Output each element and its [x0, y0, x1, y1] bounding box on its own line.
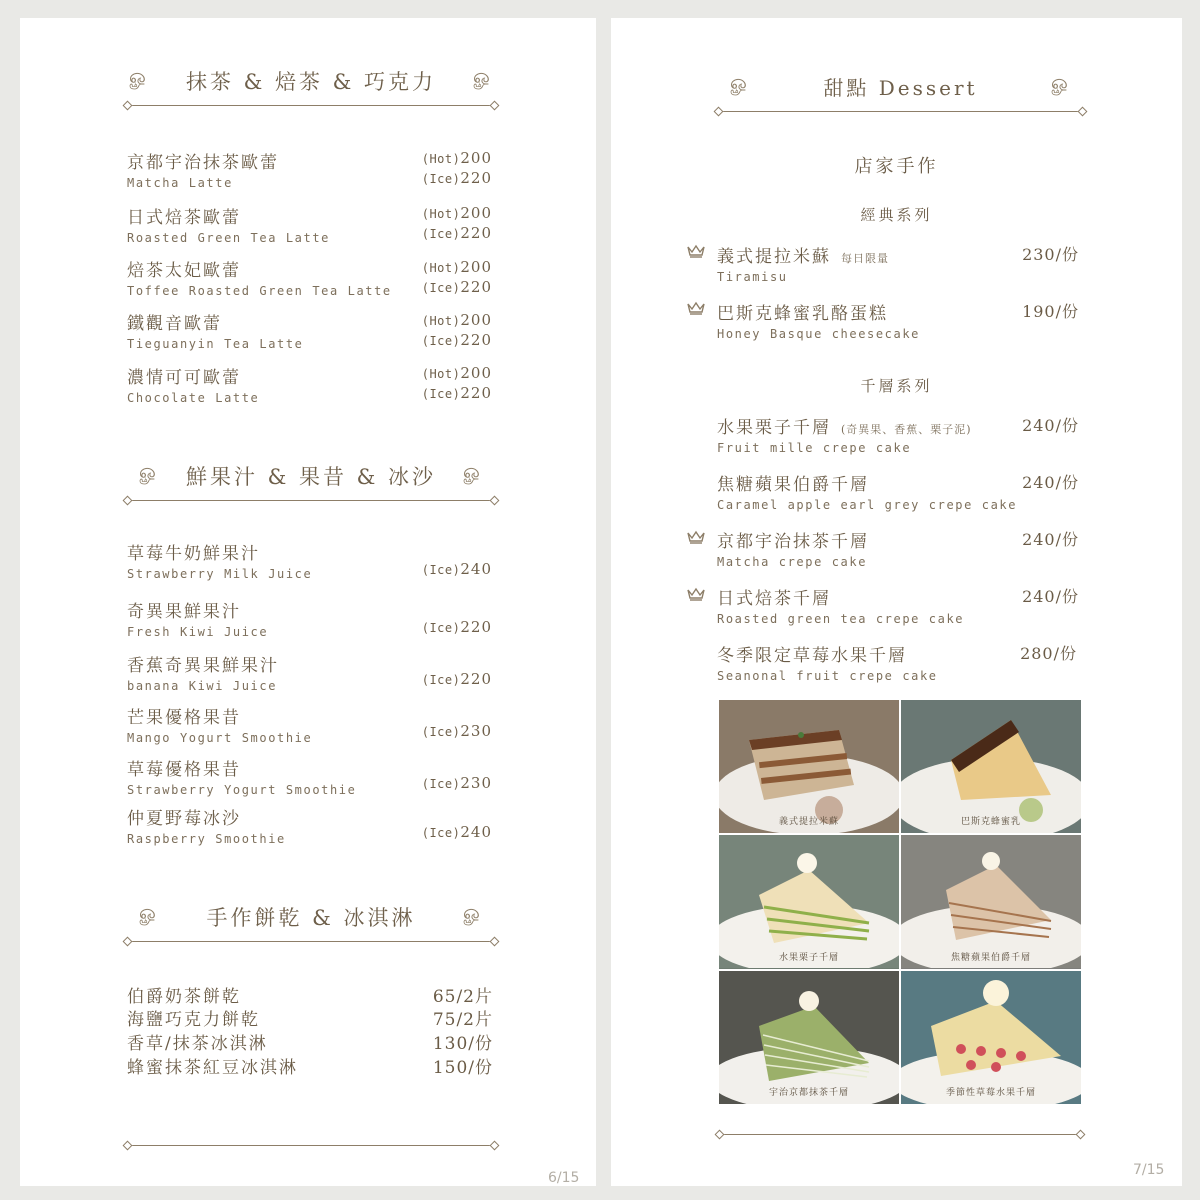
swirl-ornament-icon: ௐ	[139, 459, 159, 483]
photo-caption: 義式提拉米蘇	[778, 817, 839, 828]
menu-item	[717, 242, 1079, 284]
photo-basque	[901, 700, 1081, 833]
ice-price: 220	[460, 169, 492, 187]
crown-icon	[687, 530, 705, 544]
menu-item	[717, 584, 1079, 626]
menu-item	[127, 1053, 493, 1078]
ice-tag: (Ice)	[421, 826, 461, 840]
crown-icon	[687, 301, 705, 315]
page-number: 7/15	[1133, 1162, 1165, 1178]
item-name-en: Toffee Roasted Green Tea Latte	[127, 284, 392, 298]
basque-cheesecake-image	[901, 700, 1081, 833]
item-name-zh: 奇異果鮮果汁	[127, 602, 241, 622]
diamond-ornament-icon	[490, 937, 500, 947]
ice-price: 240	[460, 560, 492, 578]
diamond-ornament-icon	[123, 1141, 133, 1151]
item-name-en: Chocolate Latte	[127, 391, 260, 405]
item-name-zh: 蜂蜜抹茶紅豆冰淇淋	[127, 1058, 298, 1078]
menu-item	[127, 755, 356, 797]
ice-tag: (Ice)	[421, 281, 461, 295]
hot-price: 200	[460, 204, 492, 222]
divider-rule	[127, 941, 495, 942]
ice-tag: (Ice)	[421, 387, 461, 401]
item-name-en: Seanonal fruit crepe cake	[717, 669, 938, 683]
menu-item	[717, 641, 1077, 683]
fruit-crepe-image	[719, 835, 899, 968]
item-name-en: Roasted Green Tea Latte	[127, 231, 330, 245]
item-price	[422, 204, 492, 244]
menu-item	[717, 470, 1079, 512]
item-name-en: Matcha crepe cake	[717, 555, 868, 569]
photo-matcha-crepe	[719, 971, 899, 1104]
section-title: 鮮果汁 & 果昔 & 冰沙	[185, 465, 437, 489]
diamond-ornament-icon	[490, 496, 500, 506]
ice-price: 230	[460, 722, 492, 740]
menu-item	[127, 982, 493, 1007]
photo-caption: 宇治京都抹茶千層	[768, 1087, 849, 1098]
menu-item	[127, 203, 330, 245]
menu-item	[127, 539, 312, 581]
diamond-ornament-icon	[490, 101, 500, 111]
item-name-zh: 京都宇治抹茶千層	[717, 532, 869, 552]
item-name-zh: 仲夏野莓冰沙	[127, 809, 241, 829]
ice-price: 230	[460, 774, 492, 792]
item-note: 每日限量	[841, 252, 889, 265]
item-name-en: Fresh Kiwi Juice	[127, 625, 269, 639]
item-price: 65/2片	[432, 987, 493, 1007]
ice-price: 220	[460, 224, 492, 242]
item-price: 190/份	[1022, 302, 1079, 321]
menu-item	[717, 527, 1079, 569]
item-name-zh: 鐵觀音歐蕾	[127, 314, 222, 334]
section-title: 抹茶 & 焙茶 & 巧克力	[185, 70, 437, 94]
ice-price: 220	[460, 331, 492, 349]
item-price: 230/份	[1022, 245, 1079, 264]
hot-price: 200	[460, 311, 492, 329]
diamond-ornament-icon	[715, 1130, 725, 1140]
swirl-ornament-icon: ௐ	[730, 70, 750, 94]
ice-price: 220	[460, 618, 492, 636]
strawberry-crepe-image	[901, 971, 1081, 1104]
caramel-apple-crepe-image	[901, 835, 1081, 968]
menu-item	[127, 363, 259, 405]
item-price	[422, 774, 492, 794]
photo-caption: 巴斯克蜂蜜乳	[960, 817, 1021, 828]
item-name-zh: 冬季限定草莓水果千層	[717, 646, 907, 666]
item-name-zh: 焙茶太妃歐蕾	[127, 261, 241, 281]
item-name-zh: 日式焙茶千層	[717, 589, 831, 609]
section-header-cookies	[127, 902, 495, 962]
item-name-en: Tieguanyin Tea Latte	[127, 337, 304, 351]
diamond-ornament-icon	[1078, 107, 1088, 117]
diamond-ornament-icon	[490, 1141, 500, 1151]
item-name-zh: 海鹽巧克力餅乾	[127, 1010, 260, 1030]
item-name-en: Honey Basque cheesecake	[717, 327, 920, 341]
hot-price: 200	[460, 149, 492, 167]
matcha-crepe-image	[719, 971, 899, 1104]
ice-price: 220	[460, 384, 492, 402]
diamond-ornament-icon	[123, 937, 133, 947]
item-price	[422, 722, 492, 742]
menu-item	[127, 1029, 493, 1054]
menu-item	[717, 299, 1079, 341]
section-title: 甜點 Dessert	[823, 76, 978, 100]
item-price	[422, 670, 492, 690]
hot-tag: (Hot)	[421, 207, 461, 221]
ice-tag: (Ice)	[421, 621, 461, 635]
item-name-en: Raspberry Smoothie	[127, 832, 286, 846]
item-price	[422, 311, 492, 351]
menu-item	[127, 256, 392, 298]
item-name-zh: 水果栗子千層	[717, 418, 831, 438]
swirl-ornament-icon: ௐ	[1051, 70, 1071, 94]
menu-item	[127, 651, 279, 693]
tiramisu-image	[719, 700, 899, 833]
item-price: 240/份	[1022, 587, 1079, 606]
divider-rule	[127, 105, 495, 106]
item-price	[422, 823, 492, 843]
swirl-ornament-icon: ௐ	[463, 900, 483, 924]
swirl-ornament-icon: ௐ	[473, 64, 493, 88]
item-price: 240/份	[1022, 473, 1079, 492]
section-title: 手作餅乾 & 冰淇淋	[206, 906, 416, 930]
item-price	[422, 364, 492, 404]
menu-item	[127, 597, 268, 639]
item-name-zh: 香草/抹茶冰淇淋	[127, 1034, 268, 1054]
divider-rule	[719, 1134, 1081, 1135]
item-price: 150/份	[432, 1058, 493, 1078]
crown-icon	[687, 587, 705, 601]
ice-tag: (Ice)	[421, 673, 461, 687]
hot-tag: (Hot)	[421, 314, 461, 328]
page-number: 6/15	[548, 1170, 580, 1186]
footer-divider	[127, 1142, 495, 1150]
photo-caramel-crepe	[901, 835, 1081, 968]
footer-divider	[719, 1131, 1081, 1139]
item-name-zh: 京都宇治抹茶歐蕾	[127, 153, 279, 173]
divider-rule	[718, 111, 1083, 112]
item-price	[422, 560, 492, 580]
item-price: 75/2片	[432, 1010, 493, 1030]
item-name-zh: 伯爵奶茶餅乾	[127, 987, 241, 1007]
item-price: 240/份	[1022, 530, 1079, 549]
item-name-en: Caramel apple earl grey crepe cake	[717, 498, 1018, 512]
item-name-en: Roasted green tea crepe cake	[717, 612, 965, 626]
item-price	[422, 258, 492, 298]
item-price: 280/份	[1020, 644, 1077, 663]
item-name-en: Strawberry Yogurt Smoothie	[127, 783, 357, 797]
menu-item	[127, 1005, 493, 1030]
diamond-ornament-icon	[123, 101, 133, 111]
menu-item	[127, 804, 286, 846]
item-name-zh: 芒果優格果昔	[127, 708, 241, 728]
dessert-photo-grid	[719, 700, 1081, 1104]
item-name-zh: 草莓牛奶鮮果汁	[127, 544, 260, 564]
crown-icon	[687, 244, 705, 258]
item-name-en: Mango Yogurt Smoothie	[127, 731, 313, 745]
item-name-zh: 日式焙茶歐蕾	[127, 208, 241, 228]
ice-tag: (Ice)	[421, 172, 461, 186]
hot-tag: (Hot)	[421, 152, 461, 166]
photo-fruit-crepe	[719, 835, 899, 968]
photo-strawberry-crepe	[901, 971, 1081, 1104]
item-name-zh: 草莓優格果昔	[127, 760, 241, 780]
item-name-zh: 香蕉奇異果鮮果汁	[127, 656, 279, 676]
menu-item	[127, 703, 312, 745]
menu-item	[127, 309, 304, 351]
hot-price: 200	[460, 258, 492, 276]
item-name-en: Strawberry Milk Juice	[127, 567, 313, 581]
swirl-ornament-icon: ௐ	[129, 64, 149, 88]
item-name-zh: 巴斯克蜂蜜乳酪蛋糕	[717, 304, 888, 324]
hot-tag: (Hot)	[421, 261, 461, 275]
diamond-ornament-icon	[123, 496, 133, 506]
item-price: 130/份	[432, 1034, 493, 1054]
item-name-en: Fruit mille crepe cake	[717, 441, 912, 455]
item-name-zh: 義式提拉米蘇	[717, 247, 831, 267]
hot-tag: (Hot)	[421, 367, 461, 381]
item-name-zh: 焦糖蘋果伯爵千層	[717, 475, 869, 495]
section-header-matcha	[127, 66, 495, 126]
diamond-ornament-icon	[714, 107, 724, 117]
section-header-dessert	[718, 72, 1083, 132]
hot-price: 200	[460, 364, 492, 382]
ice-tag: (Ice)	[421, 563, 461, 577]
item-price	[422, 149, 492, 189]
menu-item	[127, 148, 279, 190]
item-note: (奇異果、香蕉、栗子泥)	[841, 423, 972, 436]
item-price	[422, 618, 492, 638]
subheading-crepe: 千層系列	[860, 377, 933, 395]
subheading-classic: 經典系列	[860, 206, 933, 224]
item-price: 240/份	[1022, 416, 1079, 435]
photo-caption: 水果栗子千層	[778, 952, 839, 963]
ice-price: 240	[460, 823, 492, 841]
section-header-juice	[127, 461, 495, 521]
menu-page-right	[611, 18, 1182, 1186]
ice-price: 220	[460, 670, 492, 688]
ice-tag: (Ice)	[421, 725, 461, 739]
photo-tiramisu	[719, 700, 899, 833]
diamond-ornament-icon	[1076, 1130, 1086, 1140]
menu-page-left	[20, 18, 596, 1186]
item-name-en: banana Kiwi Juice	[127, 679, 278, 693]
menu-item	[717, 413, 1079, 455]
item-name-zh: 濃情可可歐蕾	[127, 368, 241, 388]
photo-caption: 焦糖蘋果伯爵千層	[950, 952, 1031, 963]
item-name-en: Matcha Latte	[127, 176, 233, 190]
ice-tag: (Ice)	[421, 334, 461, 348]
subtitle-handmade: 店家手作	[854, 156, 939, 177]
swirl-ornament-icon: ௐ	[139, 900, 159, 924]
item-name-en: Tiramisu	[717, 270, 788, 284]
ice-tag: (Ice)	[421, 227, 461, 241]
divider-rule	[127, 500, 495, 501]
ice-price: 220	[460, 278, 492, 296]
divider-rule	[127, 1145, 495, 1146]
swirl-ornament-icon: ௐ	[463, 459, 483, 483]
photo-caption: 季節性草莓水果千層	[945, 1087, 1036, 1098]
ice-tag: (Ice)	[421, 777, 461, 791]
